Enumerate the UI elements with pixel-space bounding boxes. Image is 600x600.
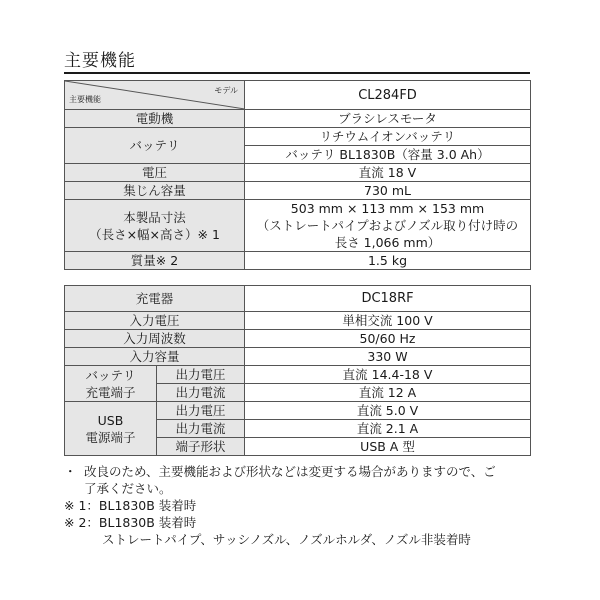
row-label: 入力電圧 bbox=[65, 312, 245, 330]
charger-table bbox=[64, 285, 531, 456]
charger-model-name: DC18RF bbox=[245, 286, 531, 312]
table-row bbox=[65, 200, 531, 252]
row-value: ブラシレスモータ bbox=[245, 110, 531, 128]
row-value: 1.5 kg bbox=[245, 252, 531, 270]
group-label-battery-terminal bbox=[65, 366, 157, 402]
table-row bbox=[65, 164, 531, 182]
row-value: バッテリ BL1830B（容量 3.0 Ah） bbox=[245, 146, 531, 164]
table-row bbox=[65, 330, 531, 348]
row-value: USB A 型 bbox=[245, 438, 531, 456]
note-mark: ※ 2： bbox=[64, 515, 99, 530]
page-title: 主要機能 bbox=[64, 51, 136, 71]
table-row bbox=[65, 366, 531, 384]
row-value: 50/60 Hz bbox=[245, 330, 531, 348]
row-label: 集じん容量 bbox=[65, 182, 245, 200]
label-line: （長さ×幅×高さ）※ 1 bbox=[89, 226, 220, 242]
note-line: 了承ください。 bbox=[84, 481, 172, 496]
table-row bbox=[65, 348, 531, 366]
row-label: 入力周波数 bbox=[65, 330, 245, 348]
row-value: 330 W bbox=[245, 348, 531, 366]
note-2-continuation: ストレートパイプ、サッシノズル、ノズルホルダ、ノズル非装着時 bbox=[102, 532, 471, 547]
value-line: 503 mm × 113 mm × 153 mm bbox=[290, 201, 485, 216]
row-value: 直流 18 V bbox=[245, 164, 531, 182]
spec-table bbox=[64, 80, 531, 270]
notes-section bbox=[64, 463, 534, 548]
label-line: 本製品寸法 bbox=[123, 209, 186, 225]
note-text: BL1830B 装着時 bbox=[98, 498, 197, 513]
table-row bbox=[65, 402, 531, 420]
row-label: 出力電圧 bbox=[157, 402, 245, 420]
row-value: 直流 5.0 V bbox=[245, 402, 531, 420]
row-value bbox=[245, 200, 531, 252]
row-label: 質量※ 2 bbox=[65, 252, 245, 270]
note-text: BL1830B 装着時 bbox=[98, 515, 197, 530]
header-function-label: 主要機能 bbox=[69, 95, 101, 104]
header-model-label: モデル bbox=[214, 86, 238, 95]
table-row bbox=[65, 128, 531, 146]
note-mark: ※ 1： bbox=[64, 498, 99, 513]
diagonal-header-cell bbox=[65, 81, 245, 110]
group-label-line: 電源端子 bbox=[85, 429, 136, 445]
spec-header-row bbox=[65, 81, 531, 110]
note-line: 改良のため、主要機能および形状などは変更する場合がありますので、ご bbox=[84, 464, 496, 479]
row-label: 出力電流 bbox=[157, 420, 245, 438]
row-label: 電圧 bbox=[65, 164, 245, 182]
row-label: 充電器 bbox=[65, 286, 245, 312]
bullet-mark: ・ bbox=[64, 464, 77, 479]
row-label: バッテリ bbox=[65, 128, 245, 164]
row-label: 端子形状 bbox=[157, 438, 245, 456]
note-2 bbox=[64, 514, 534, 531]
title-underline bbox=[64, 72, 530, 74]
row-value: 直流 12 A bbox=[245, 384, 531, 402]
row-value: 直流 14.4-18 V bbox=[245, 366, 531, 384]
row-label: 出力電圧 bbox=[157, 366, 245, 384]
charger-header-row bbox=[65, 286, 531, 312]
table-row bbox=[65, 110, 531, 128]
row-value: 単相交流 100 V bbox=[245, 312, 531, 330]
group-label-line: USB bbox=[97, 412, 124, 428]
note-1 bbox=[64, 497, 534, 514]
table-row bbox=[65, 182, 531, 200]
model-name: CL284FD bbox=[245, 81, 531, 110]
table-row bbox=[65, 252, 531, 270]
group-label-line: バッテリ bbox=[85, 367, 136, 383]
row-value: 730 mL bbox=[245, 182, 531, 200]
group-label-usb-terminal bbox=[65, 402, 157, 456]
row-label: 入力容量 bbox=[65, 348, 245, 366]
note-main bbox=[64, 463, 534, 497]
row-label: 電動機 bbox=[65, 110, 245, 128]
row-label: 出力電流 bbox=[157, 384, 245, 402]
value-line: 長さ 1,066 mm） bbox=[334, 235, 441, 250]
group-label-line: 充電端子 bbox=[85, 384, 136, 400]
value-line: （ストレートパイプおよびノズル取り付け時の bbox=[256, 218, 519, 233]
row-label bbox=[65, 200, 245, 252]
row-value: リチウムイオンバッテリ bbox=[245, 128, 531, 146]
row-value: 直流 2.1 A bbox=[245, 420, 531, 438]
table-row bbox=[65, 312, 531, 330]
